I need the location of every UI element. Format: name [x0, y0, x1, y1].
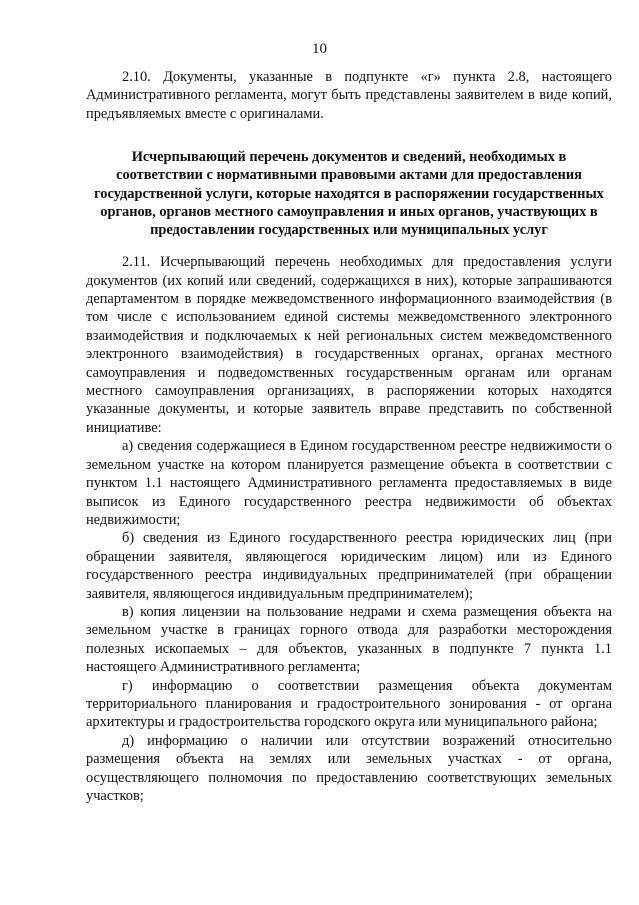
list-item-a: а) сведения содержащиеся в Едином государственном реестре недвижимости о земельном участке на котором планируется размещение объекта в соответствии с пунктом 1.1 настоящего Административного регламента предоставляемых в виде выписок из Единого государственного реестра недвижимости об объектах недвижимости;	[86, 438, 612, 528]
list-item-g: г) информацию о соответствии размещения объекта документам территориального планирования и градостроительного зонирования - от органа архитектуры и градостроительства городского округа или муниципального района;	[86, 677, 612, 731]
list-item-b: б) сведения из Единого государственного реестра юридических лиц (при обращении заявителя, являющегося юридическим лицом) или из Единого государственного реестра индивидуальных предпринимателей (при обращении заявителя, являющегося индивидуальным предпринимателем);	[86, 530, 612, 602]
list-item-v: в) копия лицензии на пользование недрами и схема размещения объекта на земельном участке в границах горного отвода для разработки месторождения полезных ископаемых – для объектов, указанных в подпункте 7 пункта 1.1 настоящего Административного регламента;	[86, 603, 612, 676]
section-heading: Исчерпывающий перечень документов и сведений, необходимых в соответствии с нормативными правовыми актами для предоставления государственной услуги, которые находятся в распоряжении государственных органов, органов местного самоуправления и иных органов, участвующих в предоставлении государственных или муниципальных услуг	[94, 149, 604, 239]
page-number: 10	[312, 41, 327, 57]
list-item-d: д) информацию о наличии или отсутствии возражений относительно размещения объекта на землях или земельных участках - от органа, осуществляющего полномочия по предоставлению соответствующих земельных участков;	[86, 732, 612, 805]
paragraph-2-10: 2.10. Документы, указанные в подпункте «г» пункта 2.8, настоящего Административного регламента, могут быть представлены заявителем в виде копий, предъявляемых вместе с оригиналами.	[86, 69, 612, 122]
document-body	[86, 68, 612, 805]
paragraph-2-11: 2.11. Исчерпывающий перечень необходимых для предоставления услуги документов (их копий или сведений, содержащихся в них), которые запрашиваются департаментом в порядке межведомственного информационного взаимодействия (в том числе с использованием единой системы межведомственного электронного взаимодействия и подключаемых к ней региональных систем межведомственного электронного взаимодействия) в государственных органах, органах местного самоуправления и подведомственных государственным органам или органам местного самоуправления организациях, в распоряжении которых находятся указанные документы, и которые заявитель вправе представить по собственной инициативе:	[86, 254, 612, 436]
